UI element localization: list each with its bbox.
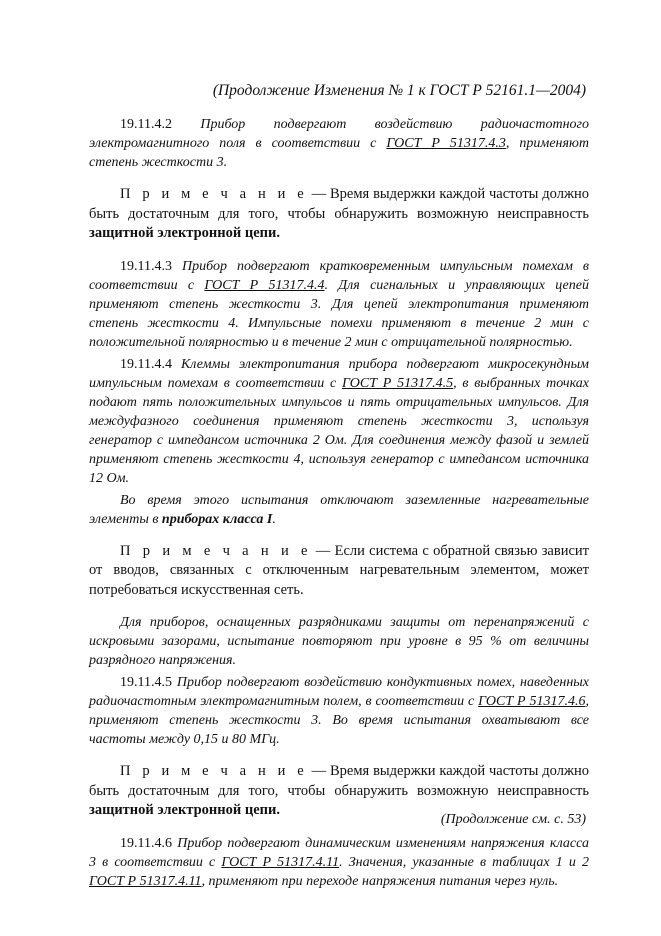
clause-number: 19.11.4.6 (120, 835, 178, 851)
note-1: П р и м е ч а н и е — Время выдержки каждой частоты должно быть достаточным для того, чтобы обнаружить возможную неисправность защитной электронной цепи. (89, 186, 589, 241)
page-header: (Продолжение Изменения № 1 к ГОСТ Р 52161.1—2004) (212, 82, 586, 99)
clause-number: 19.11.4.5 (120, 675, 177, 690)
clause-number: 19.11.4.3 (120, 258, 182, 274)
standard-reference-link[interactable]: ГОСТ Р 51317.4.6 (478, 694, 586, 709)
note-3: П р и м е ч а н и е — Время выдержки каждой частоты должно быть достаточным для того, чтобы обнаружить возможную неисправность защитной электронной цепи. (89, 763, 589, 818)
standard-reference-link[interactable]: ГОСТ Р 51317.4.11 (221, 854, 340, 870)
clause-19-11-4-5: 19.11.4.5 Прибор подвергают воздействию кондуктивных помех, наведенных радиочастотным электромагнитным полем, в соответствии с ГОСТ Р 51317.4.6, применяют степень жесткости 3. Во время испытания охватывают все частоты между 0,15 и 80 МГц. (89, 675, 589, 747)
note-label: П р и м е ч а н и е (120, 542, 312, 559)
document-body (89, 115, 589, 891)
surge-arrester-paragraph: Для приборов, оснащенных разрядниками защиты от перенапряжений с искровыми зазорами, испытание повторяют при уровне в 95 % от величины разрядного напряжения. (89, 615, 589, 668)
heating-elements-paragraph: Во время этого испытания отключают заземленные нагревательные элементы в приборах класса I. (89, 492, 589, 527)
clause-19-11-4-4: 19.11.4.4 Клеммы электропитания прибора подвергают микросекундным импульсным помехам в соответствии с ГОСТ Р 51317.4.5, в выбранных точках подают пять положительных импульсов и пять отрицательных импульсов. Для междуфазного соединения применяют степень жесткости 3, используя генератор с импедансом источника 2 Ом. Для соединения между фазой и землей применяют степень жесткости 4, используя генератор с импедансом источника 12 Ом. (89, 356, 589, 486)
clause-19-11-4-3: 19.11.4.3 Прибор подвергают кратковременным импульсным помехам в соответствии с ГОСТ Р 51317.4.4. Для сигнальных и управляющих цепей применяют степень жесткости 3. Для цепей электропитания применяют степень жесткости 4. Импульсные помехи применяют в течение 2 мин с положительной полярностью и в течение 2 мин с отрицательной полярностью. (89, 258, 590, 350)
note-2: П р и м е ч а н и е — Если система с обратной связью зависит от вводов, связанных с отключенным нагревательным элементом, может потребоваться искусственная сеть. (89, 542, 590, 598)
page-footer: (Продолжение см. с. 53) (440, 812, 586, 827)
standard-reference-link[interactable]: ГОСТ Р 51317.4.3 (386, 136, 506, 151)
note-label: П р и м е ч а н и е (120, 186, 308, 202)
clause-19-11-4-2: 19.11.4.2 Прибор подвергают воздействию радиочастотного электромагнитного поля в соответствии с ГОСТ Р 51317.4.3, применяют степень жесткости 3. (89, 117, 589, 170)
clause-number: 19.11.4.2 (120, 117, 201, 132)
clause-number: 19.11.4.4 (120, 356, 181, 372)
standard-reference-link[interactable]: ГОСТ Р 51317.4.4 (204, 277, 325, 293)
note-label: П р и м е ч а н и е (120, 763, 308, 779)
standard-reference-link[interactable]: ГОСТ Р 51317.4.5 (341, 375, 454, 391)
clause-19-11-4-6: 19.11.4.6 Прибор подвергают динамическим изменениям напряжения класса 3 в соответствии с ГОСТ Р 51317.4.11. Значения, указанные в таблицах 1 и 2 ГОСТ Р 51317.4.11, применяют при переходе напряжения питания через нуль. (89, 835, 590, 889)
standard-reference-link[interactable]: ГОСТ Р 51317.4.11 (89, 873, 202, 889)
